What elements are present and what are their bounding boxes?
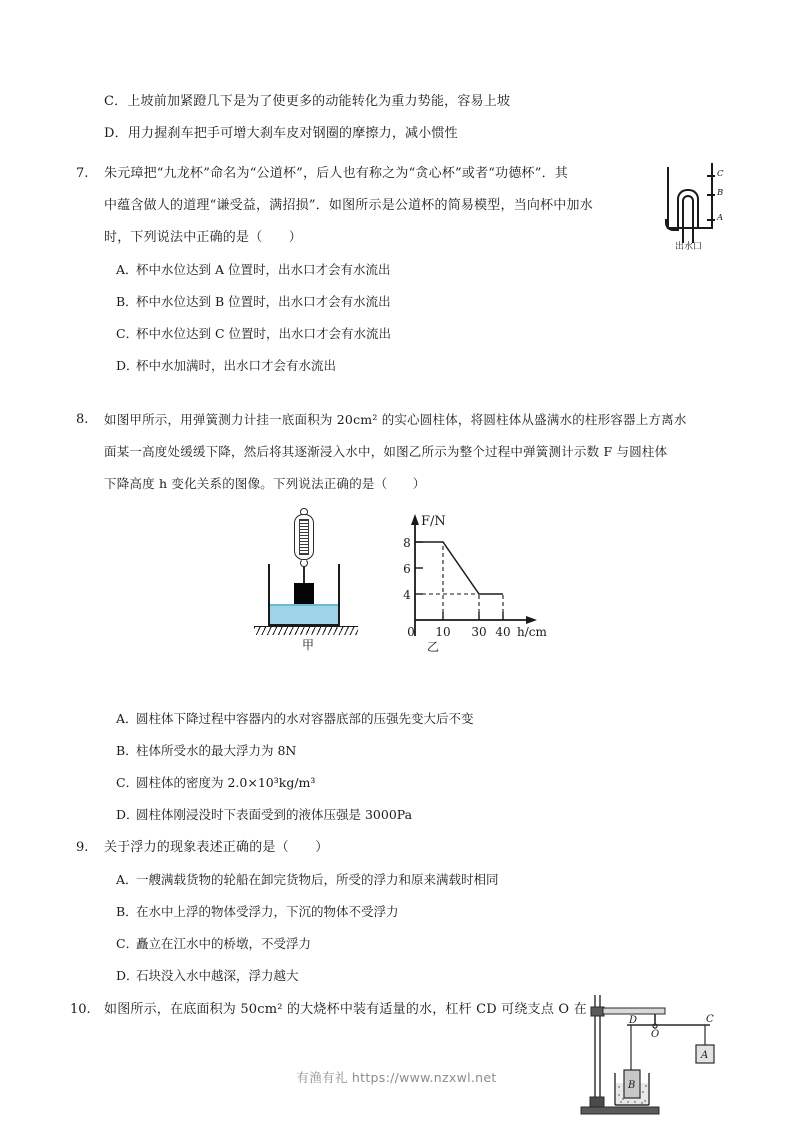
q8-option-d-letter: D． xyxy=(116,807,139,822)
q8-number: 8. xyxy=(76,412,89,427)
cup-tick-b xyxy=(707,194,715,196)
x-tick-10: 10 xyxy=(435,625,451,639)
q7-option-c[interactable] xyxy=(116,324,391,343)
q7-option-d-text: 杯中水加满时，出水口才会有水流出 xyxy=(136,358,337,373)
figure-jia-spring-scale xyxy=(248,508,368,663)
q6-option-d: D．用力握刹车把手可增大刹车皮对钢圈的摩擦力，减小惯性 xyxy=(104,126,458,141)
q10-stem: 如图所示，在底面积为 50cm² 的大烧杯中装有适量的水，杠杆 CD 可绕支点 O 在 xyxy=(104,1002,587,1017)
cylinder-block xyxy=(294,583,314,605)
beaker-wall-right xyxy=(338,564,340,626)
q7-stem-line2: 中蕴含做人的道理“谦受益，满招损”．如图所示是公道杯的简易模型，当向杯中加水 xyxy=(104,198,593,213)
label-c: C xyxy=(706,1014,714,1025)
watermark: 有渔有礼 https://www.nzxwl.net xyxy=(296,1070,497,1085)
q6-option-c: C．上坡前加紧蹬几下是为了使更多的动能转化为重力势能，容易上坡 xyxy=(104,94,511,109)
q7-option-b-letter: B． xyxy=(116,294,138,309)
cup-tick-a xyxy=(707,219,715,221)
q8-option-c[interactable] xyxy=(116,773,315,792)
y-tick-4: 4 xyxy=(403,588,411,602)
x-axis-label: h/cm xyxy=(517,625,547,639)
y-tick-6: 6 xyxy=(403,562,411,576)
q10-number: 10. xyxy=(70,1002,91,1017)
q9-stem: 关于浮力的现象表述正确的是（ ） xyxy=(104,840,329,855)
q8-option-d[interactable] xyxy=(116,805,412,824)
q7-option-a[interactable] xyxy=(116,260,390,279)
gongdao-cup-figure xyxy=(659,163,729,263)
spring-scale-string xyxy=(303,566,305,584)
q9-number: 9. xyxy=(76,840,89,855)
q8-option-c-letter: C． xyxy=(116,775,139,790)
beaker-water-surface xyxy=(270,604,338,606)
q9-option-c-text: 矗立在江水中的桥墩，不受浮力 xyxy=(136,936,312,951)
label-d: D xyxy=(629,1015,638,1026)
q7-option-b[interactable] xyxy=(116,292,391,311)
q9-option-b[interactable] xyxy=(116,902,399,921)
x-tick-0: 0 xyxy=(407,625,415,639)
q7-number: 7. xyxy=(76,166,89,181)
figure-yi-caption: 乙 xyxy=(426,640,439,654)
q9-option-c[interactable] xyxy=(116,934,311,953)
q8-option-b[interactable] xyxy=(116,741,296,760)
label-o: O xyxy=(651,1029,660,1040)
q8-option-b-text: 柱体所受水的最大浮力为 8N xyxy=(136,743,297,758)
x-tick-30: 30 xyxy=(471,625,487,639)
figure-jia-caption: 甲 xyxy=(301,638,314,652)
q9-option-d[interactable] xyxy=(116,966,299,985)
q7-option-a-letter: A． xyxy=(116,262,138,277)
x-tick-40: 40 xyxy=(495,625,511,639)
cup-outlet-label: 出水口 xyxy=(675,242,703,252)
force-height-chart xyxy=(383,508,558,643)
q8-option-c-text: 圆柱体的密度为 2.0×10³kg/m³ xyxy=(136,775,316,790)
q9-option-d-letter: D． xyxy=(116,968,139,983)
q8-option-b-letter: B． xyxy=(116,743,138,758)
cup-tick-c xyxy=(707,175,715,177)
q8-stem-line3: 下降高度 h 变化关系的图像。下列说法正确的是（ ） xyxy=(104,476,426,491)
q7-option-c-text: 杯中水位达到 C 位置时，出水口才会有水流出 xyxy=(136,326,392,341)
siphon-inner-tube xyxy=(682,195,694,243)
q7-option-c-letter: C． xyxy=(116,326,139,341)
q7-option-a-text: 杯中水位达到 A 位置时，出水口才会有水流出 xyxy=(136,262,391,277)
lever-apparatus-drawing xyxy=(575,995,735,1122)
q7-option-b-text: 杯中水位达到 B 位置时，出水口才会有水流出 xyxy=(136,294,391,309)
q7-stem-line3: 时，下列说法中正确的是（ ） xyxy=(104,230,303,245)
ground-hatching xyxy=(254,626,358,635)
q9-option-a-text: 一艘满载货物的轮船在卸完货物后，所受的浮力和原来满载时相同 xyxy=(136,872,499,887)
cup-mark-b-label: B xyxy=(717,188,724,198)
cup-mark-a-label: A xyxy=(717,213,724,223)
y-tick-8: 8 xyxy=(403,536,411,550)
q9-option-a[interactable] xyxy=(116,870,499,889)
figure-q10-apparatus xyxy=(575,995,735,1122)
q8-stem-line2: 面某一高度处缓缓下降，然后将其逐渐浸入水中，如图乙所示为整个过程中弹簧测计示数 F 与圆柱体 xyxy=(104,444,668,459)
spring-scale-graduations xyxy=(299,519,309,555)
beaker-water xyxy=(270,604,338,624)
q9-option-b-letter: B． xyxy=(116,904,138,919)
q8-option-a-letter: A． xyxy=(116,711,138,726)
label-b: B xyxy=(628,1080,636,1091)
q7-option-d[interactable] xyxy=(116,356,336,375)
q9-option-d-text: 石块没入水中越深，浮力越大 xyxy=(136,968,299,983)
q8-option-d-text: 圆柱体刚浸没时下表面受到的液体压强是 3000Pa xyxy=(136,807,413,822)
q8-option-a[interactable] xyxy=(116,709,474,728)
q8-option-a-text: 圆柱体下降过程中容器内的水对容器底部的压强先变大后不变 xyxy=(136,711,474,726)
q7-option-d-letter: D． xyxy=(116,358,139,373)
cup-mark-c-label: C xyxy=(717,169,724,179)
q7-stem-line1: 朱元璋把“九龙杯”命名为“公道杯”，后人也有称之为“贪心杯”或者“功德杯”．其 xyxy=(104,166,568,181)
y-axis-label: F/N xyxy=(421,514,446,529)
q9-option-a-letter: A． xyxy=(116,872,138,887)
label-a: A xyxy=(701,1050,709,1061)
q9-option-b-text: 在水中上浮的物体受浮力，下沉的物体不受浮力 xyxy=(136,904,399,919)
q9-option-c-letter: C． xyxy=(116,936,139,951)
figure-yi-graph xyxy=(383,508,558,663)
q8-stem-line1: 如图甲所示，用弹簧测力计挂一底面积为 20cm² 的实心圆柱体，将圆柱体从盛满水的柱形容器上方离水 xyxy=(104,412,687,427)
